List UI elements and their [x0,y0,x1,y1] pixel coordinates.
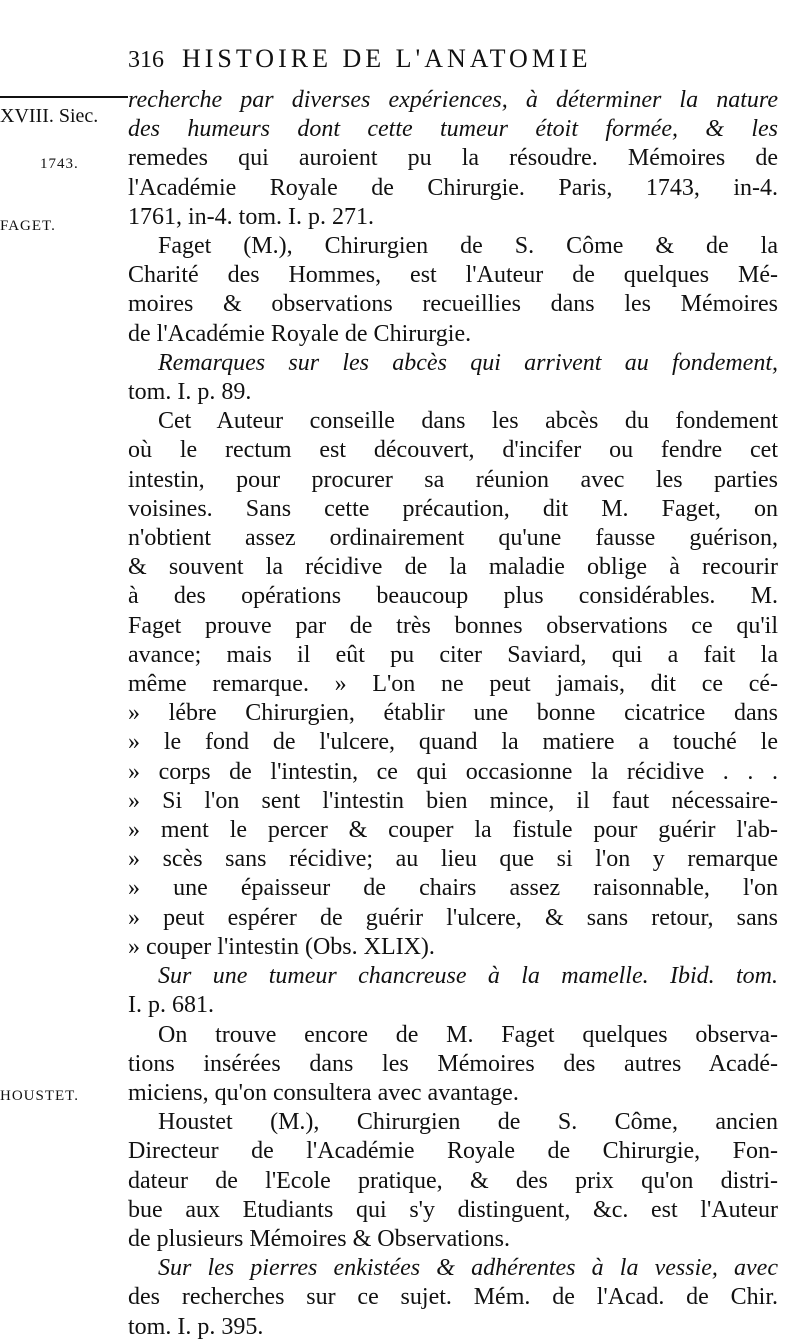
text-line: des recherches sur ce sujet. Mém. de l'Acad. de Chir. [128,1284,778,1311]
running-header [128,44,768,88]
margin-rule [0,96,128,98]
page-number: 316 [128,47,164,73]
text-line: » une épaisseur de chairs assez raisonnable, l'on [128,875,778,902]
text-line: » Si l'on sent l'intestin bien mince, il faut nécessaire- [128,787,778,814]
text-line: de plusieurs Mémoires & Observations. [128,1225,510,1252]
margin-note-century: XVIII. Siec. [0,105,99,127]
text-line: tom. I. p. 395. [128,1313,264,1340]
text-line: Cet Auteur conseille dans les abcès du fondement [158,408,778,435]
text-line: moires & observations recueillies dans les Mémoires [128,291,778,318]
text-line: » corps de l'intestin, ce qui occasionne la récidive . . . [128,758,778,785]
text-line: où le rectum est découvert, d'incifer ou fendre cet [128,437,778,464]
text-line: remedes qui auroient pu la résoudre. Mémoires de [128,145,778,172]
text-line: tions insérées dans les Mémoires des autres Acadé- [128,1050,778,1077]
text-line: n'obtient assez ordinairement qu'une fausse guérison, [128,525,778,552]
text-line: 1761, in-4. tom. I. p. 271. [128,203,374,230]
text-line: bue aux Etudiants qui s'y distinguent, &c. est l'Auteur [128,1196,778,1223]
text-line: & souvent la récidive de la maladie oblige à recourir [128,554,778,581]
text-line: tom. I. p. 89. [128,379,252,406]
text-line: Charité des Hommes, est l'Auteur de quelques Mé- [128,262,778,289]
text-line: de l'Académie Royale de Chirurgie. [128,320,472,347]
margin-note-faget: FAGET. [0,218,56,234]
text-line: l'Académie Royale de Chirurgie. Paris, 1743, in-4. [128,174,778,201]
text-line: dateur de l'Ecole pratique, & des prix qu'on distri- [128,1167,778,1194]
text-line: On trouve encore de M. Faget quelques observa- [158,1021,778,1048]
body-text [128,86,778,1342]
text-line: Remarques sur les abcès qui arrivent au fondement, [158,349,778,376]
text-line: miciens, qu'on consultera avec avantage. [128,1079,519,1106]
text-line: Sur une tumeur chancreuse à la mamelle. Ibid. tom. [158,963,778,990]
text-line: des humeurs dont cette tumeur étoit formée, & les [128,116,778,143]
text-line: I. p. 681. [128,992,214,1019]
text-line: » scès sans récidive; au lieu que si l'on y remarque [128,846,778,873]
text-line: » lébre Chirurgien, établir une bonne cicatrice dans [128,700,778,727]
text-line: Sur les pierres enkistées & adhérentes à la vessie, avec [158,1255,778,1282]
text-line: » le fond de l'ulcere, quand la matiere a touché le [128,729,778,756]
text-line: Faget prouve par de très bonnes observations ce qu'il [128,612,778,639]
text-line: recherche par diverses expériences, à déterminer la nature [128,87,778,113]
text-line: » couper l'intestin (Obs. XLIX). [128,933,435,960]
text-line: à des opérations beaucoup plus considérables. M. [128,583,778,610]
margin-note-year: 1743. [40,156,79,172]
text-line: Houstet (M.), Chirurgien de S. Côme, ancien [158,1109,778,1136]
text-line: Directeur de l'Académie Royale de Chirurgie, Fon- [128,1138,778,1165]
text-line: » ment le percer & couper la fistule pour guérir l'ab- [128,817,778,844]
text-line: intestin, pour procurer sa réunion avec les parties [128,466,778,493]
running-title: HISTOIRE DE L'ANATOMIE [182,44,592,73]
text-line: » peut espérer de guérir l'ulcere, & sans retour, sans [128,904,778,931]
margin-note-houstet: HOUSTET. [0,1088,79,1104]
text-line: voisines. Sans cette précaution, dit M. Faget, on [128,495,778,522]
text-line: Faget (M.), Chirurgien de S. Côme & de la [158,233,778,260]
text-line: avance; mais il eût pu citer Saviard, qui a fait la [128,641,778,668]
text-line: même remarque. » L'on ne peut jamais, dit ce cé- [128,671,778,698]
